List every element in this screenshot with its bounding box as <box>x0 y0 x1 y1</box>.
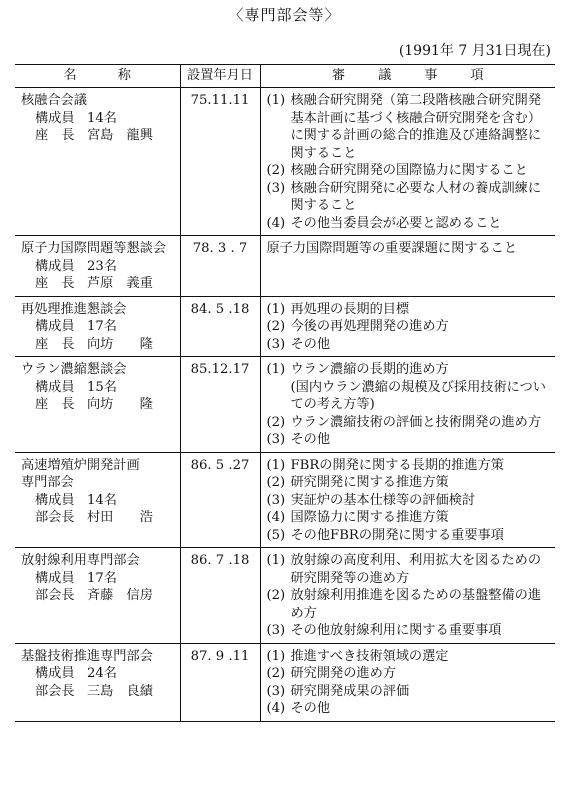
member-line <box>21 665 174 683</box>
agenda-item <box>267 180 550 215</box>
member-value: 14名 <box>87 110 117 126</box>
member-role: 構成員 <box>35 492 75 508</box>
agenda-item-number: (2) <box>266 666 286 681</box>
table-row <box>15 548 555 644</box>
header-agenda-char: 事 <box>424 68 438 84</box>
agenda-item-number: (1) <box>266 301 286 317</box>
agenda-item-indent <box>267 379 291 414</box>
agenda-item-text: 実証炉の基本仕様等の評価検討 <box>290 492 476 508</box>
established-date: 87. 9 .11 <box>180 643 260 721</box>
agenda-item <box>267 665 550 683</box>
agenda-item-number: (2) <box>266 475 286 490</box>
header-name <box>15 65 180 88</box>
agenda-item <box>267 474 550 492</box>
header-name-char: 名 <box>63 68 77 84</box>
member-role: 座 長 <box>35 397 75 412</box>
member-value: 村田 浩 <box>87 510 153 525</box>
agenda-item <box>267 700 550 718</box>
agenda-item <box>267 215 550 233</box>
committee-name-cell <box>15 452 180 548</box>
member-role: 部会長 <box>35 588 75 603</box>
committee-name-cell <box>15 296 180 357</box>
agenda-item-text: その他FBRの開発に関する重要事項 <box>290 527 504 543</box>
established-date: 86. 7 .18 <box>180 548 260 644</box>
member-value: 17名 <box>87 319 117 334</box>
header-agenda-char: 審 <box>331 68 346 84</box>
agenda-item <box>267 492 550 510</box>
member-line <box>21 587 174 605</box>
member-role: 構成員 <box>35 319 75 334</box>
agenda-item-text: (国内ウラン濃縮の規模及び採用技術についての考え方等) <box>290 379 546 412</box>
established-date: 85.12.17 <box>180 357 260 453</box>
agenda-item-number: (1) <box>266 648 286 664</box>
member-role: 構成員 <box>35 110 75 126</box>
committee-name: 核融合会議 <box>21 93 87 108</box>
agenda-item-number: (1) <box>266 457 286 473</box>
member-line <box>21 396 174 414</box>
table-row <box>15 88 555 236</box>
member-value: 向坊 隆 <box>87 336 153 352</box>
agenda-item-text: ウラン濃縮の長期的進め方 <box>290 362 449 377</box>
table-row <box>15 296 555 357</box>
member-role: 座 長 <box>35 336 75 352</box>
member-line <box>21 509 174 527</box>
agenda-item <box>267 301 550 319</box>
agenda-item <box>267 379 550 414</box>
agenda-item-number: (3) <box>266 336 286 352</box>
agenda-item-number: (2) <box>266 414 286 430</box>
table-row <box>15 236 555 297</box>
header-agenda-char: 議 <box>378 68 392 84</box>
member-line <box>21 336 174 354</box>
agenda-cell <box>260 452 555 548</box>
agenda-item-number: (3) <box>266 683 286 699</box>
member-role: 構成員 <box>35 570 75 586</box>
agenda-item <box>267 162 550 180</box>
committee-name: ウラン濃縮懇談会 <box>21 362 127 377</box>
agenda-item <box>267 587 550 622</box>
member-line <box>21 379 174 397</box>
member-line <box>21 683 174 701</box>
established-date: 84. 5 .18 <box>180 296 260 357</box>
committee-name: 放射線利用専門部会 <box>21 553 140 568</box>
member-role: 部会長 <box>35 683 75 699</box>
agenda-item-number: (2) <box>266 588 286 603</box>
header-agenda <box>260 65 555 88</box>
table-row <box>15 357 555 453</box>
agenda-item <box>267 527 550 545</box>
agenda-item-number: (4) <box>266 510 286 525</box>
member-line <box>21 318 174 336</box>
agenda-item-number: (3) <box>266 492 286 508</box>
member-role: 座 長 <box>35 128 75 143</box>
agenda-item-text: 研究開発成果の評価 <box>290 683 410 699</box>
table-row <box>15 643 555 721</box>
established-date: 86. 5 .27 <box>180 452 260 548</box>
agenda-item-number: (2) <box>266 163 286 178</box>
header-name-char: 称 <box>117 68 131 84</box>
agenda-item <box>267 336 550 354</box>
committee-name: 原子力国際問題等懇談会 <box>21 241 167 256</box>
agenda-item-number: (1) <box>266 553 286 568</box>
member-value: 芦原 義重 <box>87 276 153 291</box>
agenda-item-text: その他 <box>290 701 331 716</box>
committee-name-cell <box>15 643 180 721</box>
agenda-cell <box>260 548 555 644</box>
agenda-item-text: FBRの開発に関する長期的推進方策 <box>290 457 504 473</box>
established-date: 78. 3 . 7 <box>180 236 260 297</box>
agenda-item-text: 国際協力に関する推進方策 <box>290 510 449 525</box>
agenda-item-text: 放射線の高度利用、利用拡大を図るための研究開発等の進め方 <box>290 553 542 586</box>
agenda-item-text: 推進すべき技術領域の選定 <box>290 648 449 664</box>
established-date: 75.11.11 <box>180 88 260 236</box>
agenda-item-text: その他当委員会が必要と認めること <box>290 215 502 231</box>
table-row <box>15 452 555 548</box>
agenda-item <box>267 240 550 258</box>
committee-name: 基盤技術推進専門部会 <box>21 648 153 664</box>
member-line <box>21 258 174 276</box>
page-title: 〈専門部会等〉 <box>228 6 341 24</box>
committee-name: 専門部会 <box>21 475 74 490</box>
agenda-item-text: その他放射線利用に関する重要事項 <box>290 623 502 638</box>
header-date: 設置年月日 <box>180 65 260 88</box>
member-role: 構成員 <box>35 666 75 681</box>
agenda-item <box>267 622 550 640</box>
member-line <box>21 492 174 510</box>
agenda-item <box>267 92 550 162</box>
agenda-item-text: その他 <box>290 336 331 352</box>
agenda-cell <box>260 643 555 721</box>
member-line <box>21 570 174 588</box>
agenda-item <box>267 414 550 432</box>
member-line <box>21 127 174 145</box>
member-role: 座 長 <box>35 276 75 291</box>
agenda-item-number: (2) <box>266 319 286 334</box>
agenda-item-text: 研究開発に関する推進方策 <box>290 475 449 490</box>
agenda-item-number: (1) <box>266 362 286 377</box>
member-value: 23名 <box>87 258 117 274</box>
agenda-item <box>267 509 550 527</box>
agenda-item-text: ウラン濃縮技術の評価と技術開発の進め方 <box>290 414 542 430</box>
member-line <box>21 275 174 293</box>
member-value: 向坊 隆 <box>87 397 153 412</box>
agenda-item-text: 放射線利用推進を図るための基盤整備の進め方 <box>290 588 542 621</box>
member-value: 17名 <box>87 570 117 586</box>
committee-name: 再処理推進懇談会 <box>21 301 127 317</box>
agenda-cell <box>260 88 555 236</box>
member-value: 三島 良績 <box>87 683 153 699</box>
member-value: 15名 <box>87 379 117 395</box>
agenda-item-text: 今後の再処理開発の進め方 <box>290 319 449 334</box>
agenda-item <box>267 457 550 475</box>
table-header-row <box>15 65 555 88</box>
agenda-item-number: (3) <box>266 432 286 447</box>
committee-name-cell <box>15 357 180 453</box>
agenda-item-number: (1) <box>266 93 286 108</box>
table-body <box>15 88 555 722</box>
member-role: 構成員 <box>35 379 75 395</box>
agenda-item <box>267 683 550 701</box>
agenda-item <box>267 552 550 587</box>
member-value: 斉藤 信房 <box>87 588 153 603</box>
member-role: 構成員 <box>35 258 75 274</box>
agenda-item-text: 核融合研究開発（第二段階核融合研究開発基本計画に基づく核融合研究開発を含む）に関する計画の総合的推進及び連絡調整に関すること <box>290 93 542 161</box>
agenda-item <box>267 318 550 336</box>
agenda-item-text: その他 <box>290 432 331 447</box>
agenda-item-number: (5) <box>266 527 286 543</box>
agenda-item <box>267 361 550 379</box>
as-of-date: (1991年 7 月31日現在) <box>398 43 551 59</box>
member-value: 宮島 龍興 <box>87 128 153 143</box>
agenda-item-number: (3) <box>266 180 286 196</box>
committee-name-cell <box>15 236 180 297</box>
committee-table <box>15 64 555 722</box>
member-role: 部会長 <box>35 510 75 525</box>
agenda-item-text: 核融合研究開発の国際協力に関すること <box>290 163 528 178</box>
member-value: 24名 <box>87 666 117 681</box>
agenda-cell <box>260 296 555 357</box>
header-agenda-char: 項 <box>470 68 484 84</box>
agenda-cell <box>260 236 555 297</box>
agenda-item-number: (3) <box>266 623 286 638</box>
agenda-item-text: 原子力国際問題等の重要課題に関すること <box>266 241 518 256</box>
agenda-item-text: 核融合研究開発に必要な人材の養成訓練に関すること <box>290 180 542 213</box>
agenda-item-number: (4) <box>266 701 286 716</box>
committee-name-cell <box>15 88 180 236</box>
agenda-item-text: 研究開発の進め方 <box>290 666 396 681</box>
agenda-item <box>267 648 550 666</box>
member-line <box>21 110 174 128</box>
agenda-cell <box>260 357 555 453</box>
agenda-item <box>267 431 550 449</box>
agenda-item-text: 再処理の長期的目標 <box>290 301 410 317</box>
committee-name: 高速増殖炉開発計画 <box>21 457 140 473</box>
member-value: 14名 <box>87 492 117 508</box>
committee-name-cell <box>15 548 180 644</box>
agenda-item-number: (4) <box>266 215 286 231</box>
